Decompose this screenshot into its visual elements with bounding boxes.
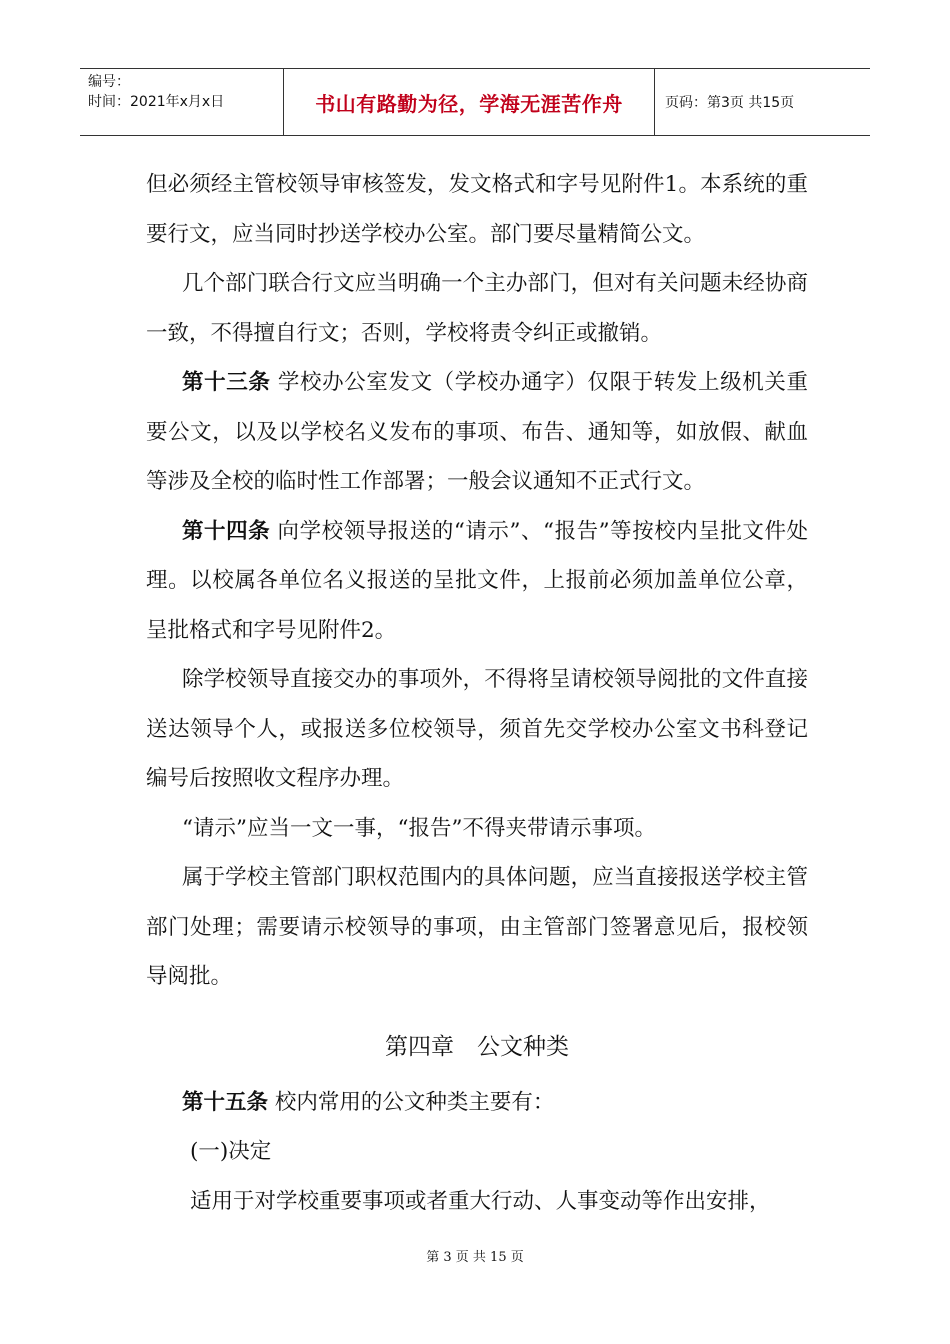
page-header bbox=[80, 68, 870, 136]
paragraph: 除学校领导直接交办的事项外，不得将呈请校领导阅批的文件直接送达领导个人，或报送多位校领导，须首先交学校办公室文书科登记编号后按照收文程序办理。 bbox=[146, 667, 808, 791]
list-item: (一)决定 bbox=[190, 1139, 272, 1164]
paragraph bbox=[146, 1078, 808, 1128]
paragraph: 属于学校主管部门职权范围内的具体问题，应当直接报送学校主管部门处理；需要请示校领导的事项，由主管部门签署意见后，报校领导阅批。 bbox=[146, 865, 808, 989]
motto: 书山有路勤为径，学海无涯苦作舟 bbox=[315, 91, 623, 116]
paragraph: 几个部门联合行文应当明确一个主办部门，但对有关问题未经协商一致，不得擅自行文；否则，学校将责令纠正或撤销。 bbox=[146, 271, 808, 346]
number-label: 编号： bbox=[88, 74, 130, 90]
document-body bbox=[146, 160, 808, 1226]
header-left bbox=[80, 69, 283, 135]
article-text: 学校办公室发文（学校办通字）仅限于转发上级机关重要公文，以及以学校名义发布的事项、布告、通知等，如放假、献血等涉及全校的临时性工作部署；一般会议通知不正式行文。 bbox=[146, 370, 808, 494]
header-motto-cell bbox=[283, 69, 655, 135]
paragraph bbox=[146, 358, 808, 507]
article-heading: 第十五条 bbox=[182, 1089, 269, 1115]
paragraph: “请示”应当一文一事，“报告”不得夹带请示事项。 bbox=[182, 815, 656, 841]
time-label: 时间：2021年x月x日 bbox=[88, 94, 225, 110]
chapter-title: 第四章 公文种类 bbox=[385, 1033, 569, 1060]
page-info: 页码：第3页 共15页 bbox=[665, 95, 795, 111]
paragraph: 适用于对学校重要事项或者重大行动、人事变动等作出安排， bbox=[190, 1188, 771, 1214]
article-text: 校内常用的公文种类主要有： bbox=[268, 1089, 555, 1115]
page-footer: 第 3 页 共 15 页 bbox=[426, 1250, 524, 1265]
article-heading: 第十四条 bbox=[182, 518, 271, 544]
header-right bbox=[655, 69, 870, 135]
article-heading: 第十三条 bbox=[182, 370, 271, 395]
paragraph bbox=[146, 507, 808, 656]
article-text: 向学校领导报送的“请示”、“报告”等按校内呈批文件处理。以校属各单位名义报送的呈批文件，上报前必须加盖单位公章，呈批格式和字号见附件2。 bbox=[146, 518, 808, 643]
paragraph: 但必须经主管校领导审核签发，发文格式和字号见附件1。本系统的重要行文，应当同时抄送学校办公室。部门要尽量精简公文。 bbox=[146, 172, 808, 247]
